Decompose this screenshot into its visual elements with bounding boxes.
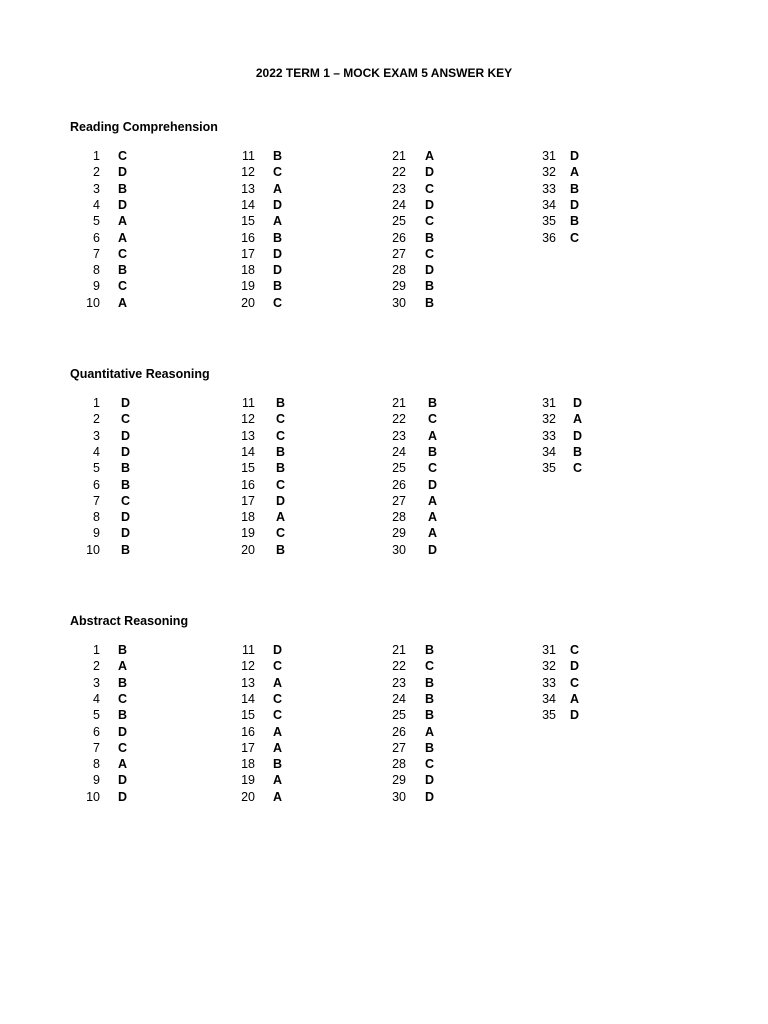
answer-letter: C — [273, 295, 283, 310]
answer-row — [0, 708, 768, 724]
answer-letter: A — [428, 510, 438, 525]
question-number: 34 — [542, 691, 556, 706]
answer-letter: A — [425, 149, 435, 163]
question-number: 26 — [392, 230, 406, 245]
answer-letter: C — [276, 526, 286, 541]
answer-letter: A — [425, 724, 435, 739]
question-number: 36 — [542, 230, 556, 245]
answer-letter: D — [570, 197, 580, 212]
answer-letter: C — [425, 214, 435, 229]
question-number: 31 — [542, 643, 556, 657]
answer-letter: B — [425, 230, 435, 245]
question-number: 29 — [392, 773, 406, 788]
answer-letter: B — [425, 295, 435, 310]
question-number: 30 — [392, 789, 406, 804]
answer-row — [0, 429, 768, 445]
answer-row — [0, 659, 768, 675]
answer-letter: D — [276, 493, 286, 508]
answer-letter: D — [573, 428, 583, 443]
question-number: 32 — [542, 412, 556, 427]
answer-letter: D — [273, 643, 283, 657]
question-number: 16 — [241, 230, 255, 245]
answer-letter: A — [118, 295, 128, 310]
answer-letter: C — [118, 246, 128, 261]
question-number: 1 — [93, 396, 100, 410]
answer-letter: A — [273, 724, 283, 739]
answer-row — [0, 494, 768, 510]
answer-letter: D — [425, 263, 435, 278]
answer-letter: C — [425, 181, 435, 196]
answer-letter: C — [570, 230, 580, 245]
answer-letter: C — [425, 659, 435, 674]
answer-letter: D — [121, 510, 131, 525]
answer-letter: A — [118, 659, 128, 674]
question-number: 15 — [241, 461, 255, 476]
answer-letter: C — [273, 659, 283, 674]
question-number: 30 — [392, 295, 406, 310]
answer-row — [0, 296, 768, 312]
question-number: 20 — [241, 789, 255, 804]
section-title: Quantitative Reasoning — [70, 367, 210, 381]
answer-letter: B — [273, 230, 283, 245]
answer-row — [0, 741, 768, 757]
question-number: 26 — [392, 477, 406, 492]
question-number: 4 — [93, 197, 100, 212]
answer-letter: A — [118, 757, 128, 772]
answer-row — [0, 790, 768, 806]
answer-row — [0, 182, 768, 198]
answer-letter: C — [573, 461, 583, 476]
answer-letter: C — [276, 477, 286, 492]
answer-letter: D — [118, 165, 128, 180]
question-number: 14 — [241, 444, 255, 459]
answer-letter: A — [428, 526, 438, 541]
question-number: 4 — [93, 691, 100, 706]
answer-letter: D — [570, 659, 580, 674]
answer-letter: C — [118, 740, 128, 755]
answer-letter: B — [118, 675, 128, 690]
answer-letter: D — [570, 708, 580, 723]
question-number: 16 — [241, 477, 255, 492]
answer-row — [0, 279, 768, 295]
question-number: 24 — [392, 197, 406, 212]
question-number: 5 — [93, 461, 100, 476]
question-number: 9 — [93, 526, 100, 541]
page-title: 2022 TERM 1 – MOCK EXAM 5 ANSWER KEY — [255, 66, 513, 80]
answer-row — [0, 773, 768, 789]
question-number: 6 — [93, 477, 100, 492]
answer-letter: B — [276, 542, 286, 557]
question-number: 4 — [93, 444, 100, 459]
question-number: 16 — [241, 724, 255, 739]
question-number: 24 — [392, 691, 406, 706]
question-number: 13 — [241, 428, 255, 443]
answer-letter: C — [428, 412, 438, 427]
question-number: 6 — [93, 724, 100, 739]
answer-letter: C — [425, 757, 435, 772]
answer-letter: D — [121, 526, 131, 541]
question-number: 8 — [93, 510, 100, 525]
section-title: Reading Comprehension — [70, 120, 218, 134]
answer-letter: B — [273, 279, 283, 294]
answer-row — [0, 643, 768, 659]
question-number: 32 — [542, 659, 556, 674]
answer-row — [0, 445, 768, 461]
answer-letter: A — [428, 428, 438, 443]
question-number: 20 — [241, 542, 255, 557]
answer-letter: D — [573, 396, 583, 410]
question-number: 27 — [392, 493, 406, 508]
answer-letter: B — [118, 643, 128, 657]
question-number: 27 — [392, 740, 406, 755]
question-number: 20 — [241, 295, 255, 310]
answer-row — [0, 214, 768, 230]
answer-letter: D — [273, 263, 283, 278]
answer-letter: D — [425, 165, 435, 180]
answer-letter: D — [428, 477, 438, 492]
question-number: 25 — [392, 214, 406, 229]
answer-letter: B — [276, 444, 286, 459]
answer-letter: A — [273, 181, 283, 196]
question-number: 8 — [93, 757, 100, 772]
question-number: 27 — [392, 246, 406, 261]
answer-row — [0, 165, 768, 181]
question-number: 1 — [93, 643, 100, 657]
question-number: 17 — [241, 246, 255, 261]
question-number: 18 — [241, 757, 255, 772]
question-number: 15 — [241, 708, 255, 723]
answer-letter: B — [121, 542, 131, 557]
answer-letter: B — [425, 708, 435, 723]
question-number: 35 — [542, 461, 556, 476]
answer-letter: B — [273, 757, 283, 772]
question-number: 21 — [392, 643, 406, 657]
question-number: 21 — [392, 396, 406, 410]
question-number: 33 — [542, 428, 556, 443]
answer-letter: B — [118, 181, 128, 196]
question-number: 11 — [242, 149, 255, 163]
answer-letter: B — [276, 396, 286, 410]
answer-letter: C — [273, 708, 283, 723]
question-number: 28 — [392, 510, 406, 525]
question-number: 29 — [392, 279, 406, 294]
section-title: Abstract Reasoning — [70, 614, 189, 628]
question-number: 22 — [392, 412, 406, 427]
answer-letter: C — [273, 691, 283, 706]
question-number: 1 — [93, 149, 100, 163]
answer-row — [0, 247, 768, 263]
question-number: 28 — [392, 263, 406, 278]
question-number: 22 — [392, 165, 406, 180]
answer-row — [0, 478, 768, 494]
answer-letter: C — [428, 461, 438, 476]
answer-letter: B — [428, 396, 438, 410]
question-number: 29 — [392, 526, 406, 541]
answer-letter: B — [121, 477, 131, 492]
answer-letter: B — [570, 214, 580, 229]
question-number: 7 — [93, 493, 100, 508]
answer-letter: B — [573, 444, 583, 459]
question-number: 11 — [242, 643, 255, 657]
question-number: 8 — [93, 263, 100, 278]
question-number: 25 — [392, 461, 406, 476]
answer-letter: C — [273, 165, 283, 180]
answer-row — [0, 543, 768, 559]
answer-row — [0, 396, 768, 412]
answer-row — [0, 231, 768, 247]
answer-letter: B — [428, 444, 438, 459]
answer-row — [0, 149, 768, 165]
question-number: 32 — [542, 165, 556, 180]
answer-letter: D — [570, 149, 580, 163]
question-number: 31 — [542, 396, 556, 410]
question-number: 14 — [241, 197, 255, 212]
answer-letter: B — [118, 263, 128, 278]
question-number: 35 — [542, 214, 556, 229]
answer-row — [0, 263, 768, 279]
answer-letter: B — [425, 643, 435, 657]
answer-letter: B — [121, 461, 131, 476]
answer-letter: C — [276, 428, 286, 443]
answer-letter: B — [570, 181, 580, 196]
answer-letter: A — [273, 789, 283, 804]
answer-letter: D — [118, 773, 128, 788]
answer-letter: D — [425, 789, 435, 804]
answer-letter: D — [425, 197, 435, 212]
question-number: 10 — [86, 789, 100, 804]
question-number: 7 — [93, 246, 100, 261]
question-number: 10 — [86, 542, 100, 557]
question-number: 23 — [392, 181, 406, 196]
answer-letter: A — [118, 230, 128, 245]
question-number: 12 — [241, 165, 255, 180]
question-number: 5 — [93, 214, 100, 229]
question-number: 3 — [93, 428, 100, 443]
question-number: 22 — [392, 659, 406, 674]
question-number: 30 — [392, 542, 406, 557]
answer-letter: B — [118, 708, 128, 723]
answer-letter: B — [425, 279, 435, 294]
question-number: 9 — [93, 773, 100, 788]
question-number: 25 — [392, 708, 406, 723]
answer-row — [0, 198, 768, 214]
answer-row — [0, 676, 768, 692]
question-number: 2 — [93, 412, 100, 427]
answer-letter: A — [273, 214, 283, 229]
question-number: 10 — [86, 295, 100, 310]
question-number: 19 — [241, 773, 255, 788]
answer-letter: D — [118, 789, 128, 804]
question-number: 33 — [542, 675, 556, 690]
answer-letter: C — [570, 643, 580, 657]
question-number: 3 — [93, 675, 100, 690]
question-number: 7 — [93, 740, 100, 755]
answer-letter: A — [570, 691, 580, 706]
answer-row — [0, 725, 768, 741]
answer-letter: C — [118, 279, 128, 294]
question-number: 15 — [241, 214, 255, 229]
question-number: 31 — [542, 149, 556, 163]
question-number: 19 — [241, 526, 255, 541]
question-number: 13 — [241, 181, 255, 196]
answer-letter: C — [121, 493, 131, 508]
question-number: 26 — [392, 724, 406, 739]
answer-row — [0, 757, 768, 773]
answer-letter: D — [118, 197, 128, 212]
question-number: 24 — [392, 444, 406, 459]
question-number: 2 — [93, 659, 100, 674]
answer-letter: D — [273, 246, 283, 261]
question-number: 5 — [93, 708, 100, 723]
question-number: 35 — [542, 708, 556, 723]
answer-letter: D — [425, 773, 435, 788]
answer-row — [0, 526, 768, 542]
answer-letter: A — [273, 740, 283, 755]
answer-letter: A — [276, 510, 286, 525]
question-number: 14 — [241, 691, 255, 706]
answer-letter: D — [428, 542, 438, 557]
question-number: 12 — [241, 659, 255, 674]
answer-letter: C — [121, 412, 131, 427]
answer-letter: C — [425, 246, 435, 261]
question-number: 23 — [392, 428, 406, 443]
answer-letter: D — [121, 444, 131, 459]
question-number: 18 — [241, 510, 255, 525]
answer-letter: C — [118, 149, 128, 163]
question-number: 28 — [392, 757, 406, 772]
answer-row — [0, 692, 768, 708]
answer-letter: D — [121, 428, 131, 443]
question-number: 34 — [542, 197, 556, 212]
answer-letter: B — [425, 740, 435, 755]
question-number: 2 — [93, 165, 100, 180]
question-number: 23 — [392, 675, 406, 690]
question-number: 13 — [241, 675, 255, 690]
question-number: 34 — [542, 444, 556, 459]
answer-letter: B — [425, 691, 435, 706]
answer-row — [0, 510, 768, 526]
answer-row — [0, 461, 768, 477]
answer-letter: B — [276, 461, 286, 476]
question-number: 17 — [241, 740, 255, 755]
answer-letter: A — [273, 675, 283, 690]
answer-letter: A — [273, 773, 283, 788]
question-number: 18 — [241, 263, 255, 278]
answer-letter: B — [273, 149, 283, 163]
question-number: 11 — [242, 396, 255, 410]
question-number: 6 — [93, 230, 100, 245]
question-number: 12 — [241, 412, 255, 427]
answer-letter: D — [273, 197, 283, 212]
question-number: 9 — [93, 279, 100, 294]
question-number: 19 — [241, 279, 255, 294]
answer-letter: C — [276, 412, 286, 427]
answer-letter: A — [570, 165, 580, 180]
answer-letter: A — [118, 214, 128, 229]
answer-letter: B — [425, 675, 435, 690]
answer-letter: C — [118, 691, 128, 706]
answer-letter: A — [428, 493, 438, 508]
question-number: 3 — [93, 181, 100, 196]
question-number: 17 — [241, 493, 255, 508]
answer-letter: D — [121, 396, 131, 410]
answer-letter: A — [573, 412, 583, 427]
question-number: 21 — [392, 149, 406, 163]
answer-letter: C — [570, 675, 580, 690]
answer-letter: D — [118, 724, 128, 739]
question-number: 33 — [542, 181, 556, 196]
answer-row — [0, 412, 768, 428]
